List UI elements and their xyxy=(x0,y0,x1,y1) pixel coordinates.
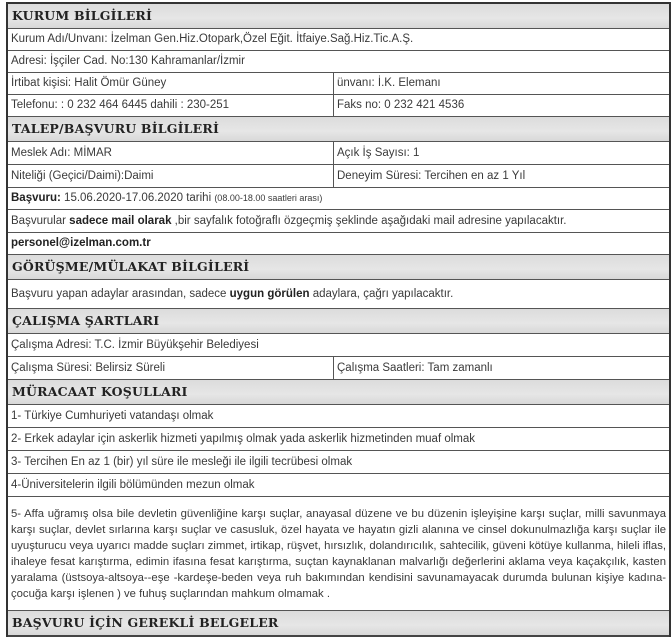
gorusme-text-pre: Başvuru yapan adaylar arasından, sadece xyxy=(11,288,230,300)
basvurular-text-post: ,bir sayfalık fotoğraflı özgeçmiş şeklinde aşağıdaki mail adresine yapılacaktır. xyxy=(171,215,567,227)
basvuru-yontemi xyxy=(8,210,669,233)
basvuru-tarihleri xyxy=(8,188,669,209)
calisma-adresi: Çalışma Adresi: T.C. İzmir Büyükşehir Belediyesi xyxy=(11,339,259,351)
meslek-adi: Meslek Adı: MİMAR xyxy=(8,142,334,165)
telefon: Telefonu: : 0 232 464 6445 dahili : 230-251 xyxy=(8,95,334,116)
gorusme-text-post: adaylara, çağrı yapılacaktır. xyxy=(309,288,454,300)
deneyim-suresi: Deneyim Süresi: Tercihen en az 1 Yıl xyxy=(337,170,526,182)
gorusme-text-bold: uygun görülen xyxy=(229,288,310,300)
kurum-adres: Adresi: İşçiler Cad. No:130 Kahramanlar/İzmir xyxy=(11,55,245,67)
email-link[interactable]: personel@izelman.com.tr xyxy=(11,237,151,249)
gorusme-text xyxy=(8,280,669,309)
section-header-talep: TALEP/BAŞVURU BİLGİLERİ xyxy=(8,117,669,142)
section-header-calisma: ÇALIŞMA ŞARTLARI xyxy=(8,309,669,334)
basvurular-text-pre: Başvurular xyxy=(11,215,70,227)
muracaat-item: 2- Erkek adaylar için askerlik hizmeti yapılmış olmak yada askerlik hizmetinden muaf olmak xyxy=(11,433,476,445)
muracaat-item: 4-Üniversitelerin ilgili bölümünden mezun olmak xyxy=(11,479,255,491)
muracaat-item: 5- Affa uğramış olsa bile devletin güvenliğine karşı suçlar, anayasal düzene ve bu düzenin işleyişine karşı suçlar, milli savunmaya karşı suçlar, devlet sırlarına karşı suçlar ve casusluk, özel hayata ve hayatın gizli alanına ve cinsel dokunulmazlığa karşı suçlar ile uyuşturucu veya uyarıcı madde suçları zimmet, irtikap, rüşvet, hırsızlık, dolandırıcılık, sahtecilik, güveni kötüye kullanma, hileli iflas, ihaleye fesat karıştırma, edimin ifasına fesat karıştırma, suçtan kaynaklanan malvarlığı değerlerini aklama veya kaçakçılık, kasten yaralama (üstsoya-altsoya--eşe -kardeşe-beden veya ruh bakımından kendisini savunamayacak durumda bulunan kişiye kadına- çocuğa karşı işlenen ) ve fuhuş suçlarından mahkum olmamak . xyxy=(8,497,669,611)
irtibat-unvan: ünvanı: İ.K. Elemanı xyxy=(337,77,441,89)
basvuru-hours: (08.00-18.00 saatleri arası) xyxy=(214,193,323,203)
niteligi: Niteliği (Geçici/Daimi):Daimi xyxy=(8,165,334,188)
faks: Faks no: 0 232 421 4536 xyxy=(337,99,465,111)
calisma-saatleri: Çalışma Saatleri: Tam zamanlı xyxy=(337,362,493,374)
irtibat-kisisi: İrtibat kişisi: Halit Ömür Güney xyxy=(8,73,334,94)
acik-is-sayisi: Açık İş Sayısı: 1 xyxy=(337,147,420,159)
basvurular-text-bold: sadece mail olarak xyxy=(69,215,172,227)
kurum-adi: Kurum Adı/Unvanı: İzelman Gen.Hiz.Otopark,Özel Eğit. İtfaiye.Sağ.Hiz.Tic.A.Ş. xyxy=(11,33,414,45)
section-header-muracaat: MÜRACAAT KOŞULLARI xyxy=(8,380,669,405)
basvuru-dates: 15.06.2020-17.06.2020 tarihi xyxy=(60,192,215,204)
section-header-belgeler: BAŞVURU İÇİN GEREKLİ BELGELER xyxy=(8,611,669,637)
muracaat-item: 3- Tercihen En az 1 (bir) yıl süre ile mesleği ile ilgili tecrübesi olmak xyxy=(11,456,353,468)
section-header-kurum: KURUM BİLGİLERİ xyxy=(8,4,669,29)
muracaat-item: 1- Türkiye Cumhuriyeti vatandaşı olmak xyxy=(11,410,214,422)
section-header-gorusme: GÖRÜŞME/MÜLAKAT BİLGİLERİ xyxy=(8,255,669,280)
basvuru-label: Başvuru: xyxy=(11,192,61,204)
calisma-suresi: Çalışma Süresi: Belirsiz Süreli xyxy=(8,357,334,380)
job-posting-form xyxy=(6,2,671,637)
